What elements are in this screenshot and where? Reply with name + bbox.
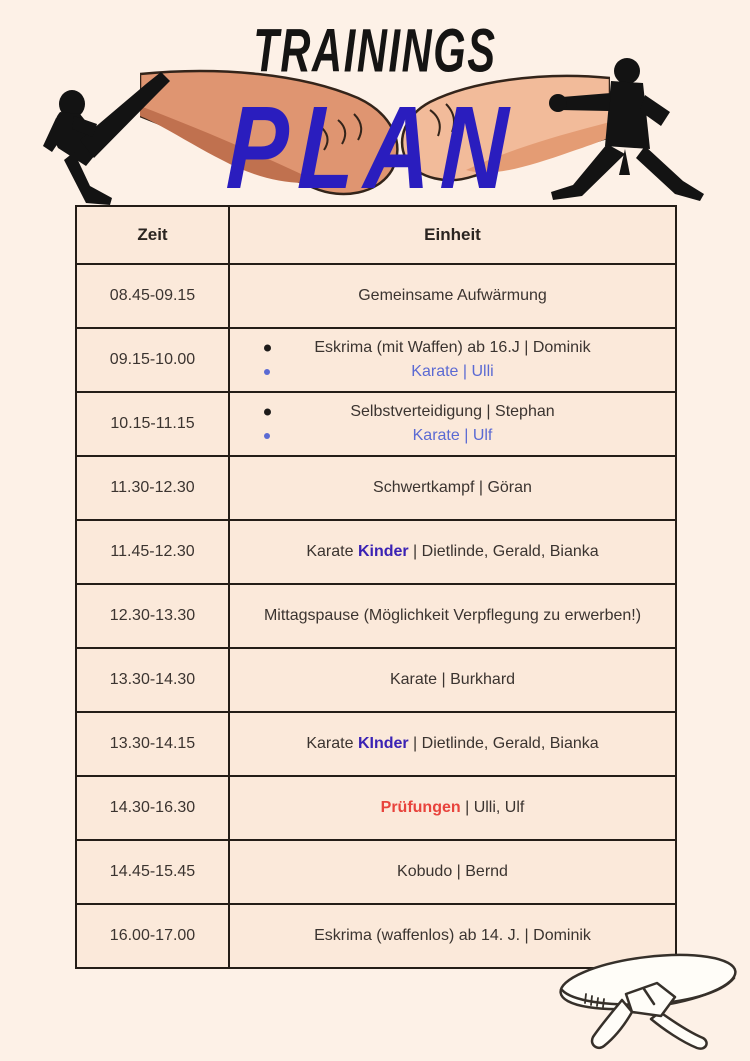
column-header-zeit: Zeit bbox=[76, 206, 229, 264]
unit-line bbox=[230, 284, 675, 308]
karate-belt-icon bbox=[548, 942, 750, 1057]
unit-cell bbox=[229, 520, 676, 584]
unit-cell bbox=[229, 776, 676, 840]
column-header-einheit: Einheit bbox=[229, 206, 676, 264]
time-cell: 16.00-17.00 bbox=[76, 904, 229, 968]
unit-text: Kobudo | Bernd bbox=[397, 863, 508, 880]
unit-line bbox=[230, 796, 675, 820]
table-row bbox=[76, 264, 676, 328]
table-row bbox=[76, 520, 676, 584]
time-cell: 11.30-12.30 bbox=[76, 456, 229, 520]
time-cell: 08.45-09.15 bbox=[76, 264, 229, 328]
unit-text: Karate | Ulli bbox=[411, 363, 494, 380]
table-row bbox=[76, 648, 676, 712]
unit-cell bbox=[229, 840, 676, 904]
unit-line bbox=[230, 424, 675, 448]
table-row bbox=[76, 328, 676, 392]
unit-cell bbox=[229, 648, 676, 712]
unit-cell bbox=[229, 392, 676, 456]
time-cell: 14.30-16.30 bbox=[76, 776, 229, 840]
unit-cell bbox=[229, 584, 676, 648]
time-cell: 14.45-15.45 bbox=[76, 840, 229, 904]
unit-text: Karate | Ulf bbox=[412, 427, 493, 444]
unit-line bbox=[230, 476, 675, 500]
time-cell: 13.30-14.15 bbox=[76, 712, 229, 776]
time-cell: 13.30-14.30 bbox=[76, 648, 229, 712]
unit-cell bbox=[229, 328, 676, 392]
unit-text: Karate bbox=[306, 543, 358, 560]
unit-cell bbox=[229, 712, 676, 776]
bullet-icon bbox=[264, 345, 271, 352]
bullet-icon bbox=[264, 369, 270, 375]
schedule-table bbox=[75, 205, 677, 969]
unit-text: Schwertkampf | Göran bbox=[373, 479, 532, 496]
unit-text: Kinder bbox=[357, 543, 409, 560]
unit-line bbox=[230, 360, 675, 384]
time-cell: 12.30-13.30 bbox=[76, 584, 229, 648]
unit-text: Eskrima (waffenlos) ab 14. J. | Dominik bbox=[314, 927, 591, 944]
unit-text: Karate bbox=[306, 735, 358, 752]
unit-text: | Ulli, Ulf bbox=[460, 799, 525, 816]
table-row bbox=[76, 712, 676, 776]
table-row bbox=[76, 584, 676, 648]
time-cell: 09.15-10.00 bbox=[76, 328, 229, 392]
table-row bbox=[76, 776, 676, 840]
unit-cell bbox=[229, 264, 676, 328]
table-row bbox=[76, 456, 676, 520]
unit-line bbox=[230, 540, 675, 564]
unit-text: Eskrima (mit Waffen) ab 16.J | Dominik bbox=[314, 339, 591, 356]
unit-line bbox=[230, 732, 675, 756]
time-cell: 10.15-11.15 bbox=[76, 392, 229, 456]
page-subtitle: PLAN bbox=[224, 83, 521, 214]
bullet-icon bbox=[264, 409, 271, 416]
unit-line bbox=[230, 400, 675, 424]
unit-cell bbox=[229, 456, 676, 520]
unit-text: Gemeinsame Aufwärmung bbox=[358, 287, 547, 304]
unit-line bbox=[230, 860, 675, 884]
table-row bbox=[76, 392, 676, 456]
unit-line bbox=[230, 604, 675, 628]
unit-line bbox=[230, 336, 675, 360]
time-cell: 11.45-12.30 bbox=[76, 520, 229, 584]
unit-text: | Dietlinde, Gerald, Bianka bbox=[408, 543, 599, 560]
page-title: TRAININGS bbox=[253, 17, 497, 86]
unit-text: | Dietlinde, Gerald, Bianka bbox=[408, 735, 599, 752]
unit-text: KInder bbox=[357, 735, 409, 752]
unit-text: Prüfungen bbox=[380, 799, 461, 816]
bullet-icon bbox=[264, 433, 270, 439]
unit-line bbox=[230, 668, 675, 692]
table-row bbox=[76, 840, 676, 904]
unit-text: Selbstverteidigung | Stephan bbox=[350, 403, 555, 420]
unit-text: Mittagspause (Möglichkeit Verpflegung zu erwerben!) bbox=[263, 607, 642, 624]
unit-text: Karate | Burkhard bbox=[389, 671, 516, 688]
schedule-body bbox=[76, 264, 676, 968]
